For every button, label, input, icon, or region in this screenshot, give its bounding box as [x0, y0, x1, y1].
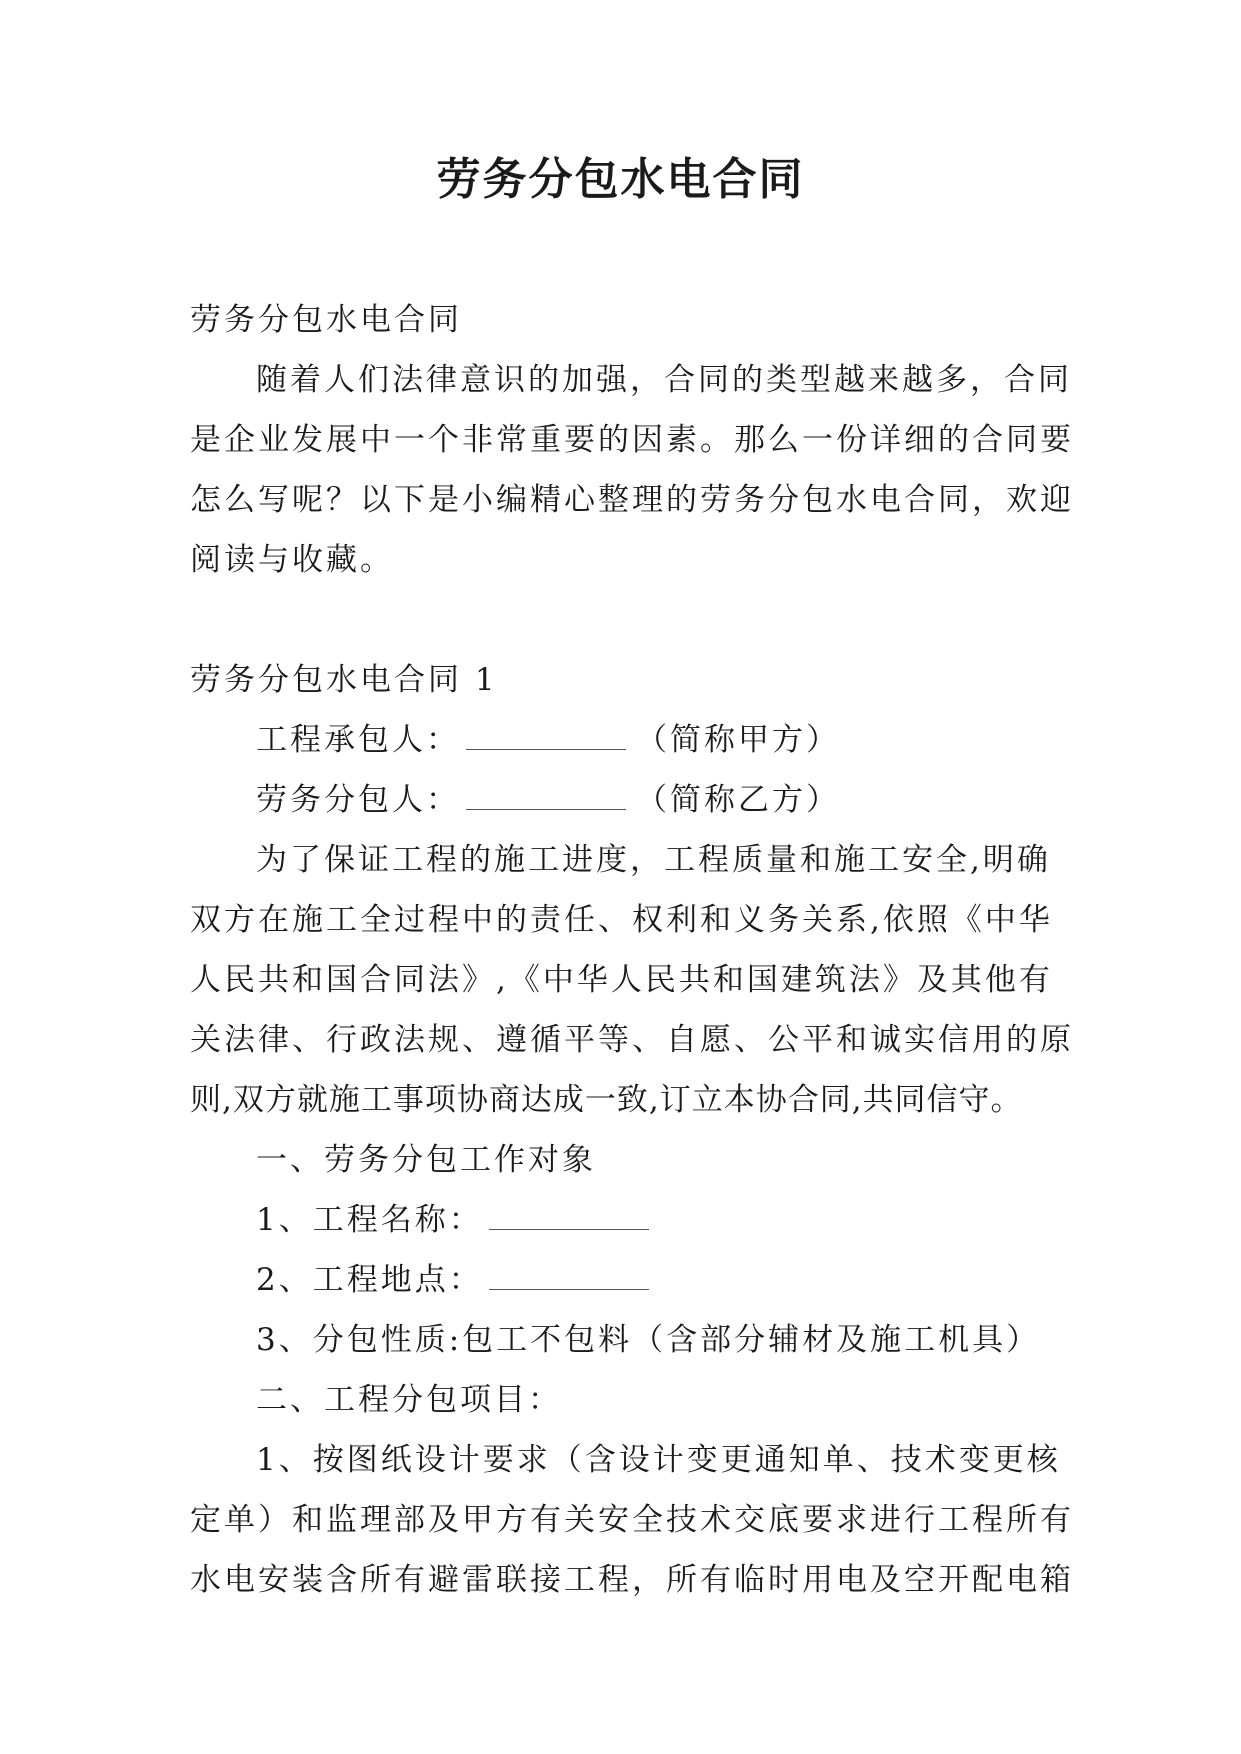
party-b-label: 劳务分包人：	[256, 782, 460, 818]
party-b-blank	[466, 787, 626, 810]
intro-line-3: 怎么写呢？以下是小编精心整理的劳务分包水电合同，欢迎	[190, 482, 1074, 518]
item-2-label: 2、工程地点：	[256, 1262, 483, 1298]
document-body	[190, 290, 1074, 1610]
party-a-suffix: （简称甲方）	[636, 722, 840, 758]
intro-line-1: 随着人们法律意识的加强，合同的类型越来越多，合同	[256, 362, 1072, 398]
party-b-suffix: （简称乙方）	[636, 782, 840, 818]
contract-1-heading: 劳务分包水电合同 1	[190, 662, 498, 698]
party-a-blank	[466, 727, 626, 750]
intro-line-2: 是企业发展中一个非常重要的因素。那么一份详细的合同要	[190, 422, 1074, 458]
section-2-heading: 二、工程分包项目：	[256, 1382, 562, 1418]
party-a-line	[190, 710, 1070, 770]
item-1-label: 1、工程名称：	[256, 1202, 483, 1238]
section-2-item-1-line-2: 定单）和监理部及甲方有关安全技术交底要求进行工程所有	[190, 1502, 1074, 1538]
item-2-blank	[489, 1267, 649, 1290]
purpose-line-1: 为了保证工程的施工进度，工程质量和施工安全,明确	[256, 842, 1051, 878]
item-3-line: 3、分包性质:包工不包料（含部分辅材及施工机具）	[256, 1322, 1041, 1358]
purpose-line-5: 则,双方就施工事项协商达成一致,订立本协合同,共同信守。	[190, 1082, 1023, 1118]
spacer	[190, 590, 1070, 650]
item-2-line	[190, 1250, 1070, 1310]
subtitle: 劳务分包水电合同	[190, 302, 462, 338]
document-title: 劳务分包水电合同	[436, 154, 805, 205]
intro-line-4: 阅读与收藏。	[190, 542, 394, 578]
purpose-line-2: 双方在施工全过程中的责任、权利和义务关系,依照《中华	[190, 902, 1053, 938]
purpose-line-4: 关法律、行政法规、遵循平等、自愿、公平和诚实信用的原	[190, 1022, 1074, 1058]
party-b-line	[190, 770, 1070, 830]
item-1-line	[190, 1190, 1070, 1250]
section-1-heading: 一、劳务分包工作对象	[256, 1142, 596, 1178]
party-a-label: 工程承包人：	[256, 722, 460, 758]
section-2-item-1-line-1: 1、按图纸设计要求（含设计变更通知单、技术变更核	[256, 1442, 1061, 1478]
purpose-line-3: 人民共和国合同法》,《中华人民共和国建筑法》及其他有	[190, 962, 1053, 998]
section-2-item-1-line-3: 水电安装含所有避雷联接工程，所有临时用电及空开配电箱	[190, 1562, 1074, 1598]
item-1-blank	[489, 1207, 649, 1230]
